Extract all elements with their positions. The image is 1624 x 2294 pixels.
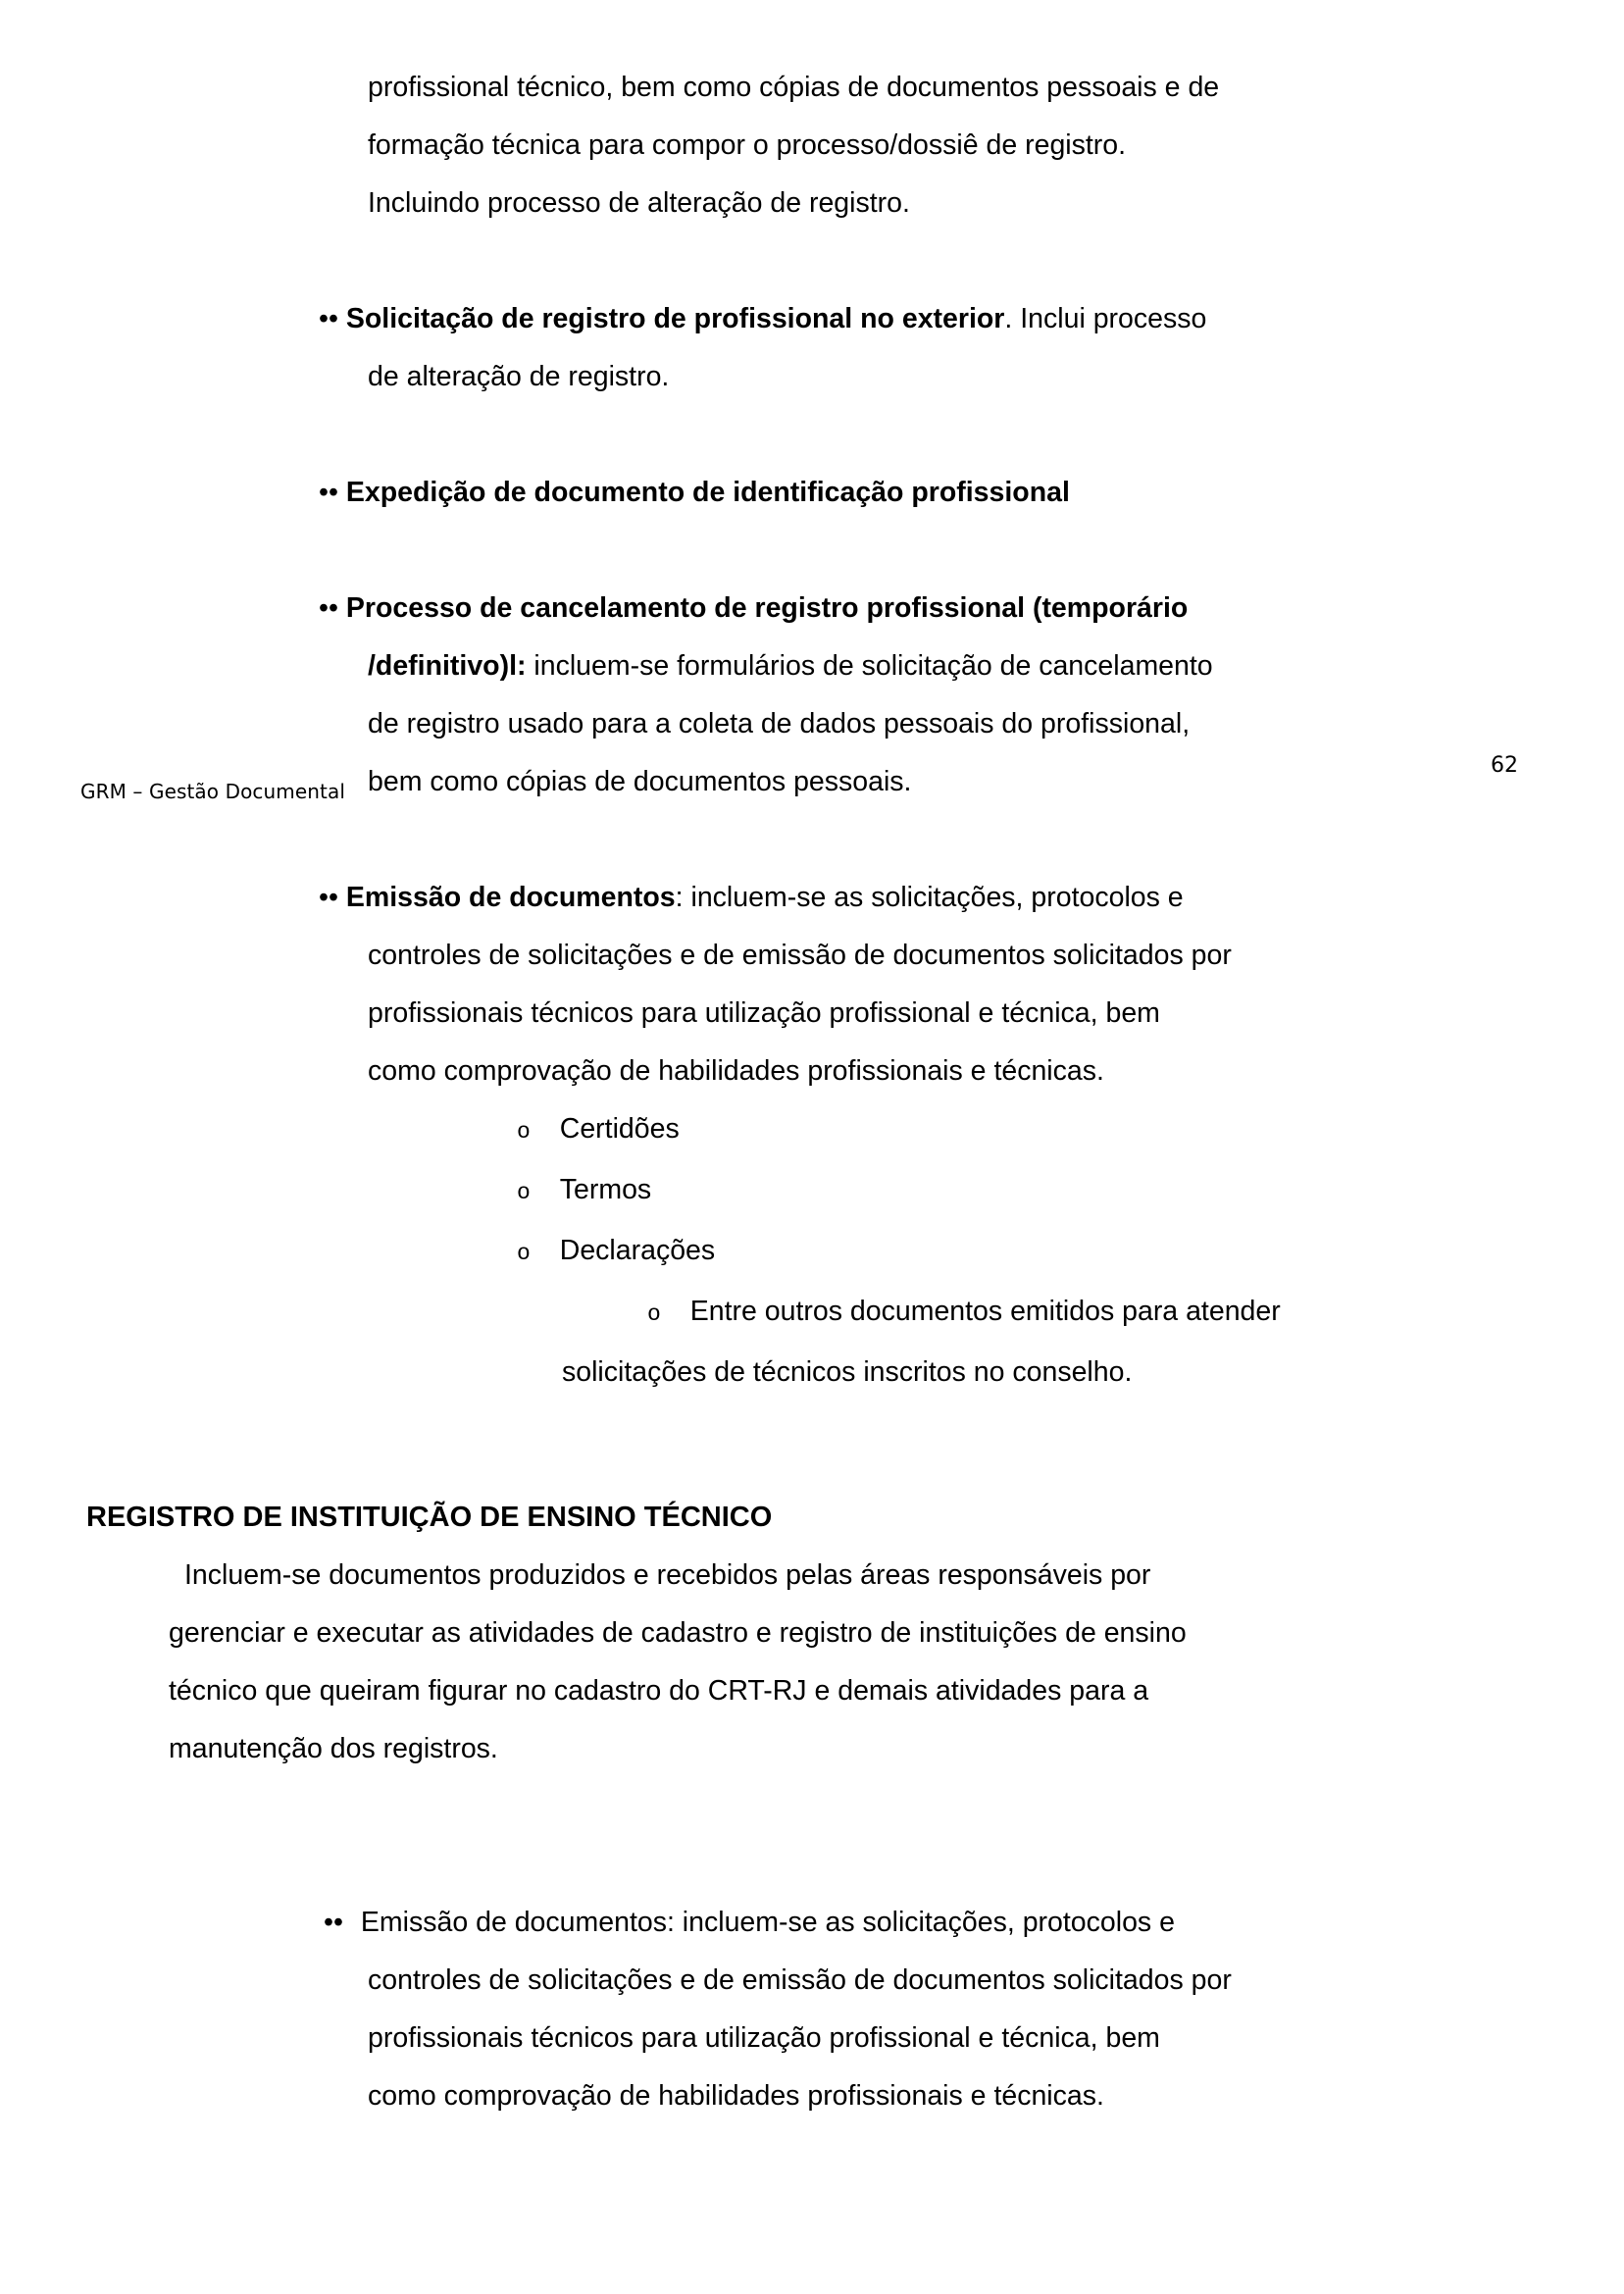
bullet-icon: • •	[319, 882, 338, 913]
section-heading-registro-instituicao: REGISTRO DE INSTITUIÇÃO DE ENSINO TÉCNICO	[86, 1502, 773, 1533]
list-item-cancelamento-line4	[368, 753, 1385, 811]
section-intro-line3	[169, 1662, 1385, 1720]
list-item-registro-exterior-line2	[368, 348, 1385, 406]
line: de registro usado para a coleta de dados pessoais do profissional,	[368, 708, 1191, 739]
list-item-expedicao-documento	[319, 464, 1385, 522]
line: solicitações de técnicos inscritos no conselho.	[562, 1356, 1133, 1388]
list-item-bold-lead: Emissão de documentos	[345, 882, 676, 913]
list-item-emissao-plain-line2	[368, 1952, 1385, 2010]
list-item-bold-lead: Expedição de documento de identificação profissional	[345, 477, 1070, 508]
list-item-emissao-line3	[368, 985, 1385, 1043]
paragraph-top-continuation-line3	[368, 175, 1385, 232]
running-header: GRM – Gestão Documental	[80, 780, 346, 803]
list-item-rest: . Inclui processo	[1004, 303, 1207, 334]
bullet-icon: • •	[319, 477, 338, 508]
list-item-bold-lead: Solicitação de registro de profissional no exterior	[345, 303, 1005, 334]
section-intro-line4	[169, 1720, 1385, 1778]
list-item-bold-lead: Processo de cancelamento de registro profissional (temporário	[345, 592, 1189, 624]
bullet-icon: • •	[324, 1907, 343, 1938]
page-number: 62	[1491, 753, 1518, 778]
list-item-cancelamento-registro	[319, 580, 1385, 637]
bullet-icon: • •	[319, 303, 338, 334]
line: controles de solicitações e de emissão de documentos solicitados por	[368, 1964, 1232, 1996]
line: controles de solicitações e de emissão de documentos solicitados por	[368, 940, 1232, 971]
line: profissionais técnicos para utilização profissional e técnica, bem	[368, 2022, 1160, 2054]
list-item-rest: : incluem-se as solicitações, protocolos e	[675, 882, 1184, 913]
line: técnico que queiram figurar no cadastro do CRT-RJ e demais atividades para a	[169, 1675, 1149, 1707]
line: de alteração de registro.	[368, 361, 670, 392]
paragraph-top-continuation	[368, 59, 1385, 117]
sub-list-item-entre-outros	[647, 1283, 1385, 1344]
list-item-emissao-line4	[368, 1043, 1385, 1100]
line: profissional técnico, bem como cópias de documentos pessoais e de	[368, 72, 1220, 103]
list-item-emissao-line2	[368, 927, 1385, 985]
bullet-icon: • •	[319, 592, 338, 624]
line: formação técnica para compor o processo/dossiê de registro.	[368, 129, 1127, 161]
list-item-cancelamento-line3	[368, 695, 1385, 753]
list-item-registro-exterior	[319, 290, 1385, 348]
paragraph-top-continuation-line2	[368, 117, 1385, 175]
sub-list-item-label: Declarações	[559, 1235, 716, 1266]
sub-list-item-label: Termos	[559, 1174, 652, 1205]
line: manutenção dos registros.	[169, 1733, 498, 1764]
sub-bullet-icon: o	[517, 1241, 531, 1266]
list-item-rest: incluem-se formulários de solicitação de cancelamento	[526, 650, 1213, 682]
line: profissionais técnicos para utilização profissional e técnica, bem	[368, 997, 1160, 1029]
sub-list-item-label: Entre outros documentos emitidos para atender	[689, 1296, 1281, 1327]
line: Emissão de documentos: incluem-se as solicitações, protocolos e	[360, 1907, 1175, 1938]
line: Incluindo processo de alteração de registro.	[368, 187, 910, 219]
sub-list-item-declaracoes	[517, 1222, 1385, 1283]
list-item-bold-lead2: /definitivo)l:	[368, 650, 527, 682]
sub-bullet-icon: o	[517, 1180, 531, 1205]
list-item-emissao-documentos-plain	[324, 1894, 1385, 1952]
line: bem como cópias de documentos pessoais.	[368, 766, 912, 797]
section-intro-line1	[169, 1547, 1385, 1605]
sub-bullet-icon: o	[647, 1301, 661, 1327]
sub-list-item-certidoes	[517, 1100, 1385, 1161]
line: como comprovação de habilidades profissionais e técnicas.	[368, 1055, 1104, 1087]
list-item-cancelamento-line2	[368, 637, 1385, 695]
list-item-emissao-plain-line3	[368, 2010, 1385, 2067]
section-intro-line2	[169, 1605, 1385, 1662]
list-item-emissao-plain-line4	[368, 2067, 1385, 2125]
line: Incluem-se documentos produzidos e recebidos pelas áreas responsáveis por	[184, 1559, 1151, 1591]
sub-bullet-icon: o	[517, 1119, 531, 1145]
list-item-emissao-documentos	[319, 869, 1385, 927]
line: gerenciar e executar as atividades de cadastro e registro de instituições de ensino	[169, 1617, 1187, 1649]
sub-list-item-label: Certidões	[559, 1113, 680, 1145]
sub-list-item-entre-outros-continuation	[562, 1344, 1385, 1402]
line: como comprovação de habilidades profissionais e técnicas.	[368, 2080, 1104, 2112]
sub-list-item-termos	[517, 1161, 1385, 1222]
